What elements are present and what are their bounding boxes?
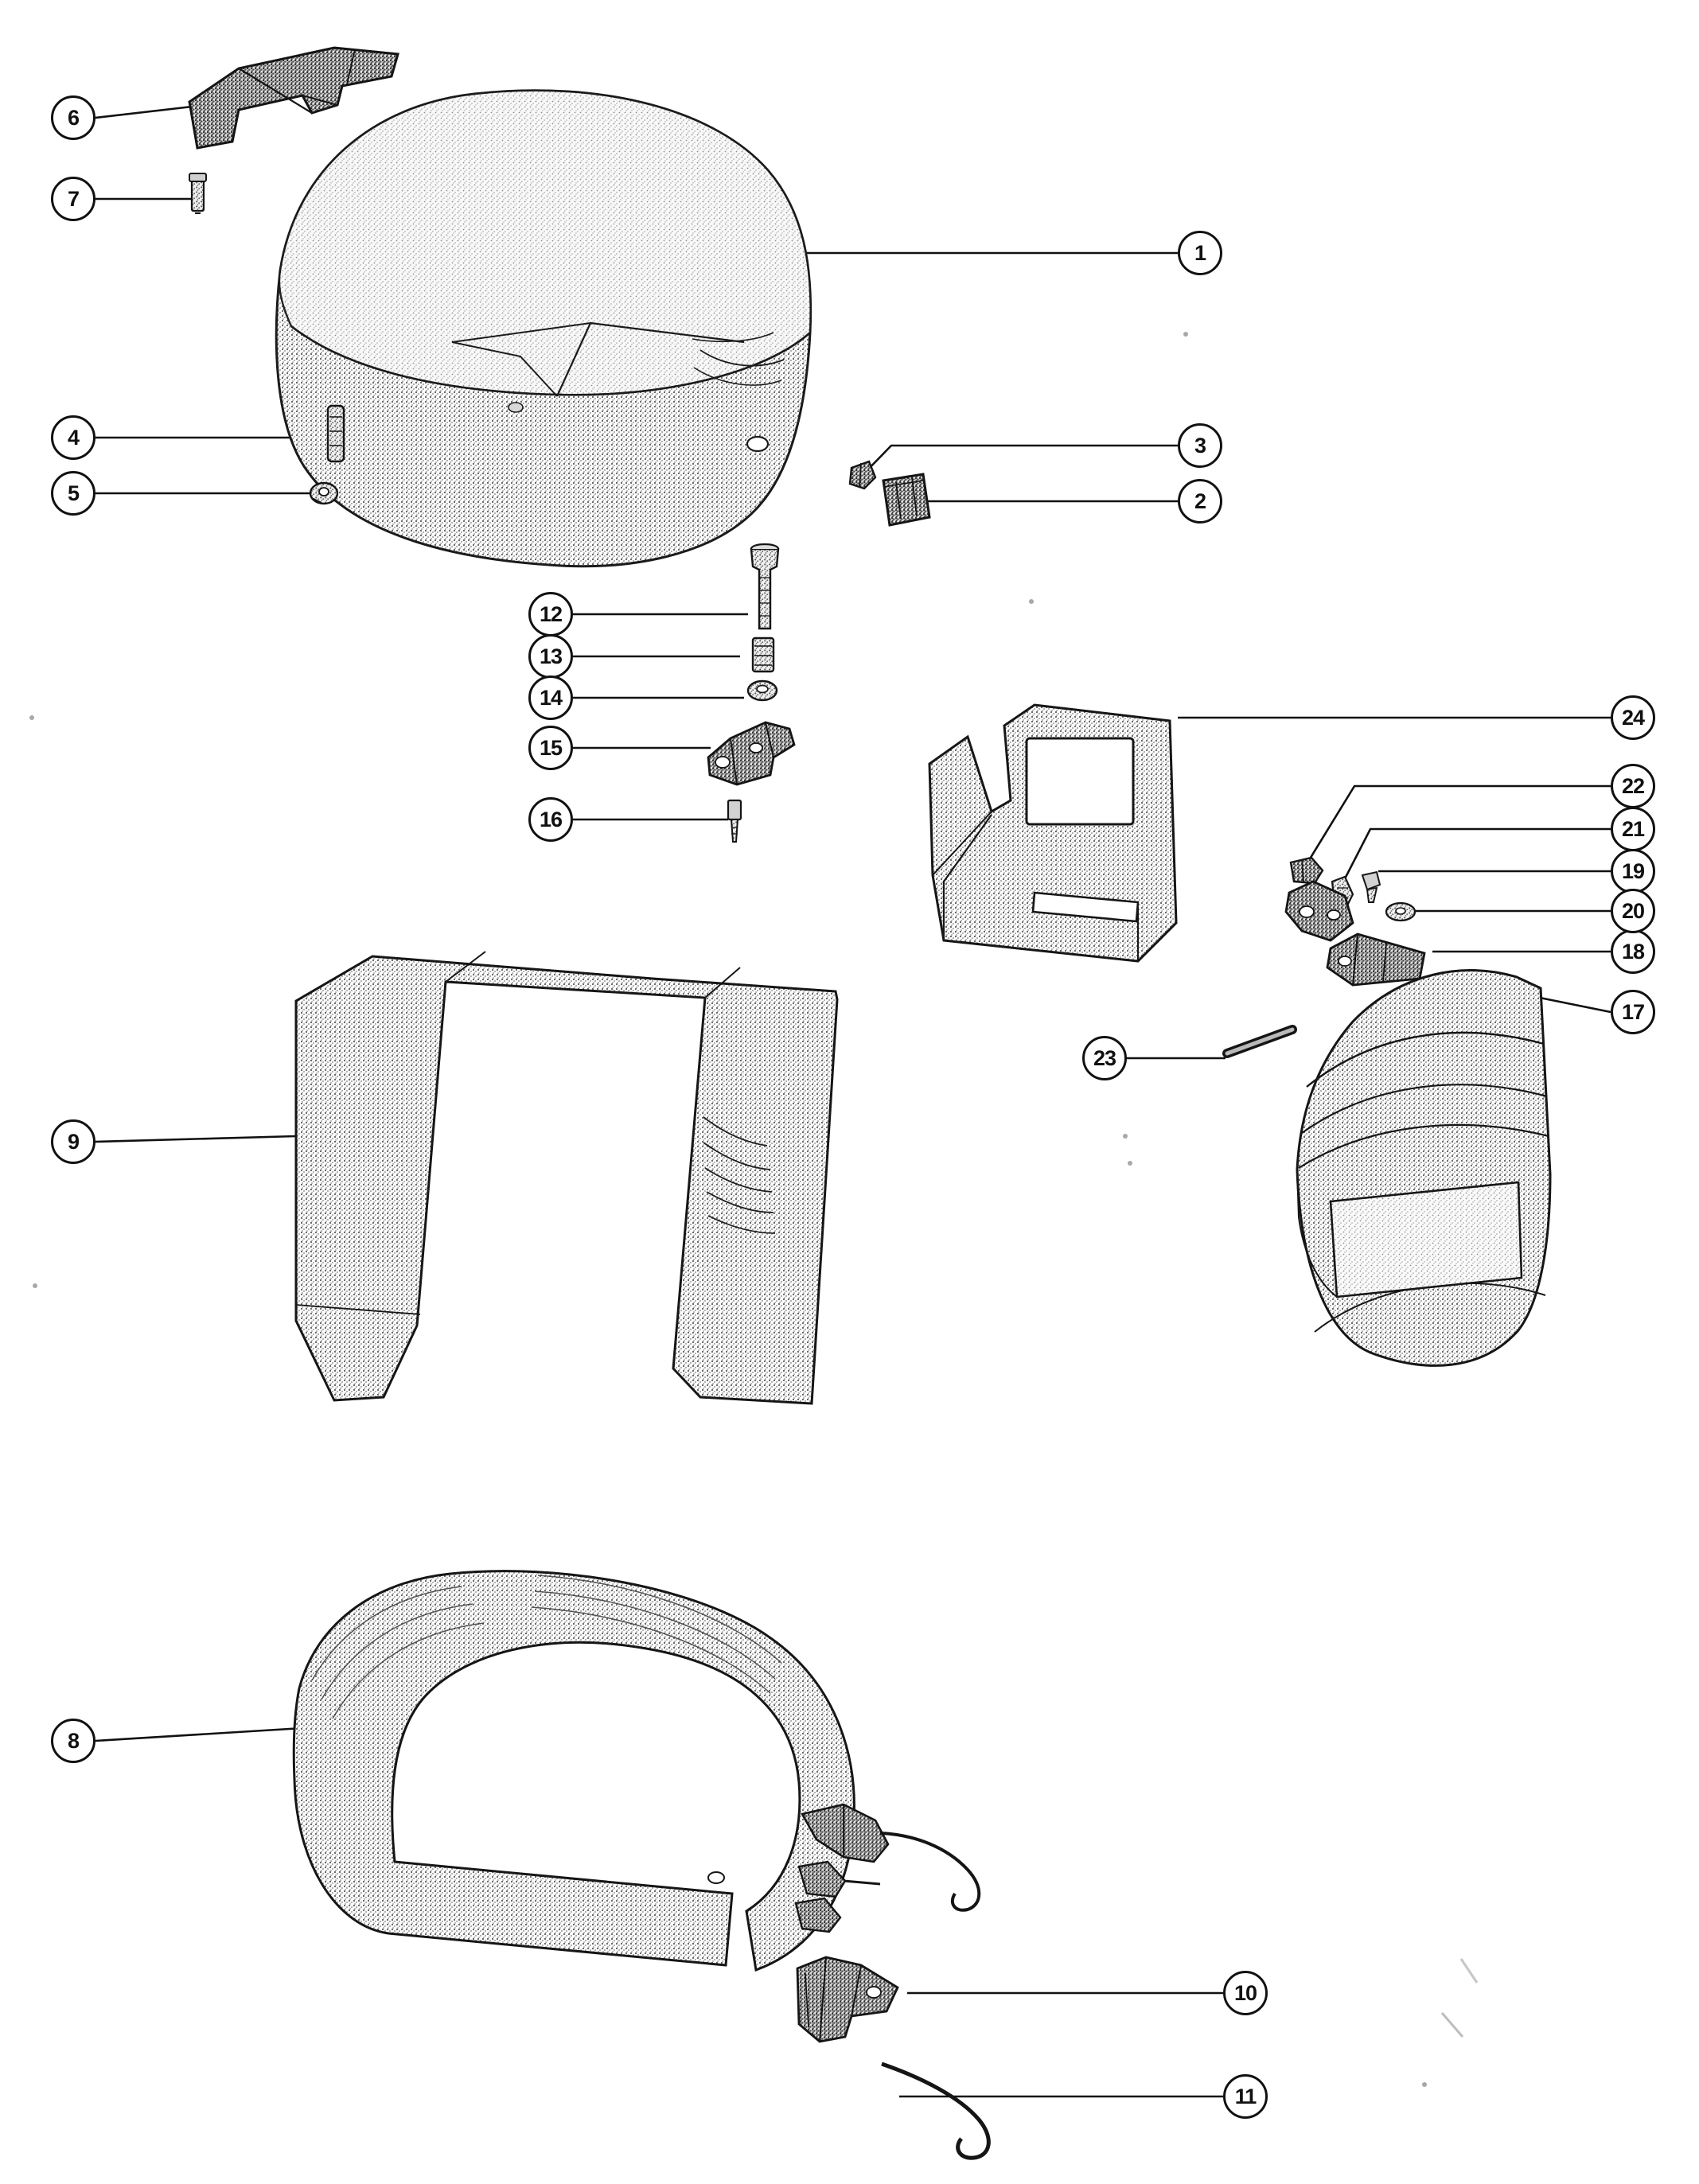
part-small-clip (850, 461, 875, 489)
part-side-cowl (1297, 971, 1550, 1366)
part-lower-cowl-wrap (294, 1571, 979, 1970)
part-latch-block (883, 474, 929, 525)
callout-20[interactable]: 20 (1611, 889, 1655, 933)
callout-2[interactable]: 2 (1178, 479, 1222, 524)
part-washer (310, 483, 337, 504)
part-rod-11 (882, 2064, 988, 2158)
callout-14[interactable]: 14 (528, 675, 573, 720)
part-screw-16 (728, 800, 741, 842)
part-screw-7 (189, 173, 206, 213)
callout-23[interactable]: 23 (1082, 1036, 1127, 1080)
callout-21[interactable]: 21 (1611, 807, 1655, 851)
callout-10[interactable]: 10 (1223, 1971, 1268, 2015)
callout-3[interactable]: 3 (1178, 423, 1222, 468)
part-spacer-13 (753, 638, 774, 672)
callout-13[interactable]: 13 (528, 634, 573, 679)
callout-1[interactable]: 1 (1178, 231, 1222, 275)
part-top-cowl (276, 91, 810, 566)
callout-8[interactable]: 8 (51, 1719, 95, 1763)
callout-4[interactable]: 4 (51, 415, 95, 460)
part-pin (328, 406, 344, 461)
part-mid-cowl-wrap (296, 952, 837, 1403)
callout-15[interactable]: 15 (528, 726, 573, 770)
part-bolt-12 (751, 544, 778, 629)
part-clip-22 (1291, 858, 1323, 883)
part-latch-assembly (797, 1957, 898, 2042)
callout-17[interactable]: 17 (1611, 990, 1655, 1034)
part-inner-panel (929, 705, 1176, 961)
part-rod-23 (1227, 1030, 1292, 1053)
part-screw-19 (1362, 872, 1380, 902)
callout-18[interactable]: 18 (1611, 929, 1655, 974)
callout-11[interactable]: 11 (1223, 2074, 1268, 2119)
callout-16[interactable]: 16 (528, 797, 573, 842)
callout-24[interactable]: 24 (1611, 695, 1655, 740)
part-washer-14 (748, 681, 777, 700)
callout-12[interactable]: 12 (528, 592, 573, 637)
part-handle-18 (1286, 882, 1424, 985)
part-latch-15 (708, 722, 794, 784)
callout-22[interactable]: 22 (1611, 764, 1655, 808)
callout-6[interactable]: 6 (51, 95, 95, 140)
callout-7[interactable]: 7 (51, 177, 95, 221)
part-washer-20 (1386, 903, 1415, 921)
callout-19[interactable]: 19 (1611, 849, 1655, 893)
callout-5[interactable]: 5 (51, 471, 95, 516)
callout-9[interactable]: 9 (51, 1119, 95, 1164)
